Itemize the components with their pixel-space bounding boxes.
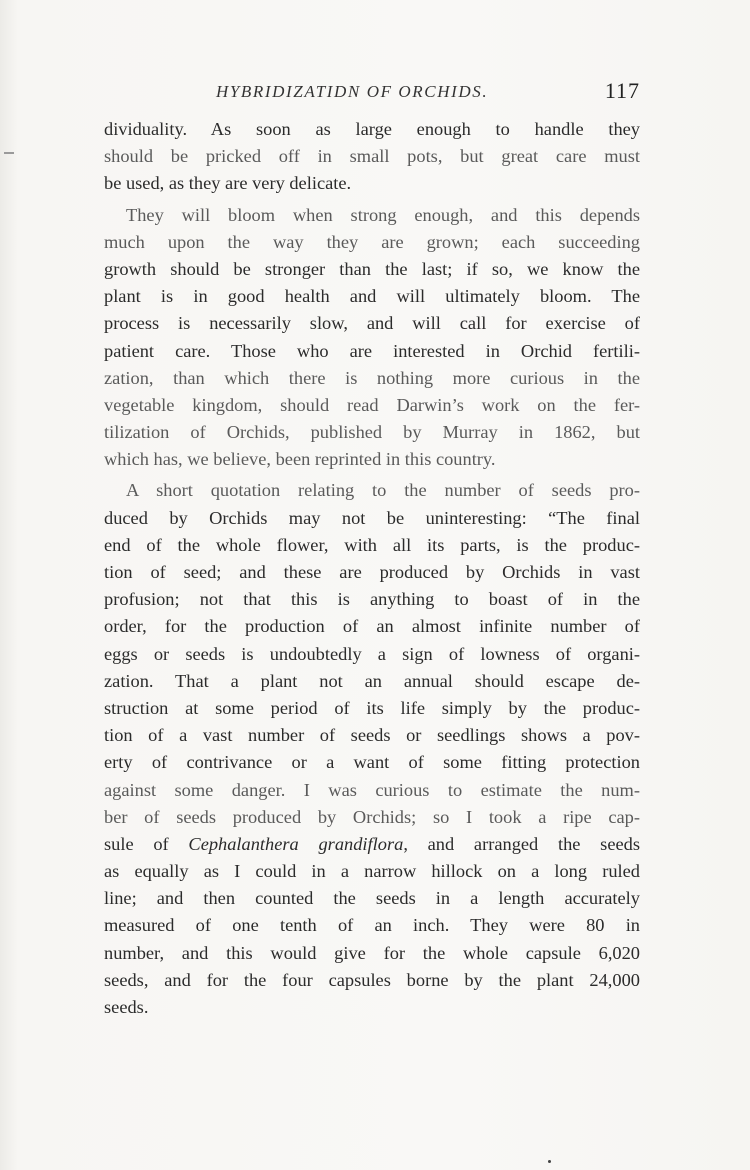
text-line: end of the whole flower, with all its parts, is the produc- — [104, 534, 640, 555]
text-line: patient care. Those who are interested in Orchid fertili- — [104, 340, 640, 361]
text-line: be used, as they are very delicate. — [104, 173, 352, 194]
text-line: line; and then counted the seeds in a length accurately — [104, 888, 640, 909]
text-line-with-italic — [104, 831, 640, 858]
text-line: order, for the production of an almost infinite number of — [104, 616, 640, 637]
text-line: zation, than which there is nothing more curious in the — [104, 367, 640, 388]
running-head — [104, 80, 640, 112]
paper-speck — [548, 1160, 551, 1163]
text-line: process is necessarily slow, and will call for exercise of — [104, 313, 640, 334]
running-head-title: HYBRIDIZATIDN OF ORCHIDS. — [216, 82, 489, 101]
text-line: measured of one tenth of an inch. They were 80 in — [104, 915, 640, 936]
text-line: which has, we believe, been reprinted in this country. — [104, 449, 496, 470]
text-line: ber of seeds produced by Orchids; so I took a ripe cap- — [104, 806, 640, 827]
text-line: zation. That a plant not an annual should escape de- — [104, 670, 640, 691]
text-line: vegetable kingdom, should read Darwin’s work on the fer- — [104, 394, 640, 415]
body-text — [104, 116, 640, 1025]
text-line: number, and this would give for the whole capsule 6,020 — [104, 942, 640, 963]
text-line: seeds. — [104, 997, 149, 1017]
text-line: A short quotation relating to the number of seeds pro- — [126, 480, 640, 501]
margin-mark — [4, 152, 14, 154]
text-run: , and arranged the seeds — [403, 833, 641, 854]
text-line: duced by Orchids may not be uninteresting: “The final — [104, 507, 640, 528]
text-line: growth should be stronger than the last; if so, we know the — [104, 258, 640, 279]
text-line: They will bloom when strong enough, and this depends — [126, 204, 640, 225]
page-number: 117 — [604, 78, 640, 103]
text-line: tion of seed; and these are produced by Orchids in vast — [104, 562, 640, 582]
text-line: as equally as I could in a narrow hillock on a long ruled — [104, 861, 640, 882]
text-line: against some danger. I was curious to estimate the num- — [104, 779, 640, 800]
text-line: struction at some period of its life simply by the produc- — [104, 697, 640, 718]
text-line: much upon the way they are grown; each succeeding — [104, 231, 640, 252]
paragraph-1 — [104, 116, 640, 198]
text-line: tilization of Orchids, published by Murray in 1862, but — [104, 422, 640, 443]
text-run: sule of — [104, 833, 189, 854]
text-line: plant is in good health and will ultimately bloom. The — [104, 286, 640, 307]
text-line: erty of contrivance or a want of some fitting protection — [104, 752, 640, 773]
text-line: tion of a vast number of seeds or seedlings shows a pov- — [104, 725, 640, 746]
paragraph-2 — [104, 202, 640, 474]
text-line: eggs or seeds is undoubtedly a sign of lowness of organi- — [104, 643, 640, 664]
text-line: dividuality. As soon as large enough to handle they — [104, 119, 640, 139]
text-line: profusion; not that this is anything to boast of in the — [104, 589, 640, 610]
text-line: should be pricked off in small pots, but great care must — [104, 146, 640, 167]
paragraph-3 — [104, 477, 640, 1021]
text-line: seeds, and for the four capsules borne by the plant 24,000 — [104, 969, 640, 990]
species-name: Cephalanthera grandiflora — [188, 833, 404, 854]
